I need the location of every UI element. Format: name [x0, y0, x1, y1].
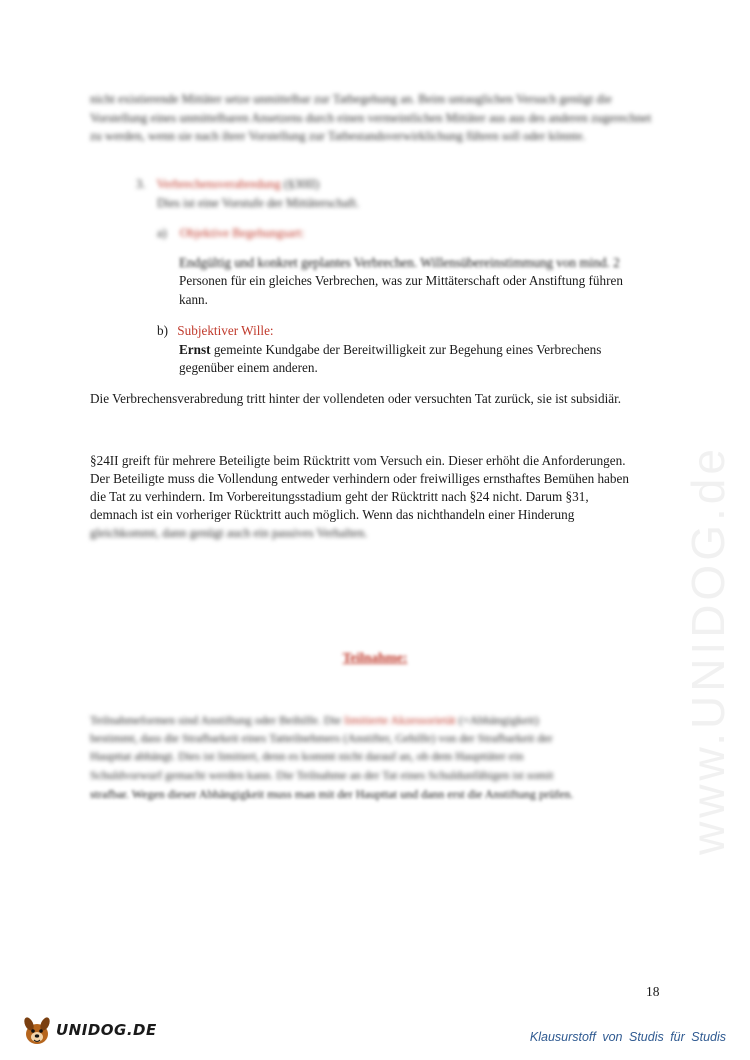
teilnahme-line1 [90, 711, 539, 730]
teilnahme-line1-red: limitierte Akzessorietät [344, 713, 456, 727]
page-number: 18 [646, 984, 660, 999]
ruecktritt-line4: demnach ist ein vorheriger Rücktritt auch möglich. Wenn das nichthandeln einer Hinderung [90, 507, 575, 522]
sub-a-title: Objektive Begehungsart: [179, 226, 305, 240]
ruecktritt-line5: gleichkommt, dann genügt auch ein passives Verhalten. [90, 526, 368, 540]
ruecktritt-line2: Der Beteiligte muss die Vollendung entweder verhindern oder freiwilliges ernsthaftes Bemühen haben [90, 471, 629, 486]
sub-a-marker: a) [157, 226, 167, 240]
ruecktritt-line1: §24II greift für mehrere Beteiligte beim Rücktritt vom Versuch ein. Dieser erhöht die Anforderungen. [90, 453, 626, 468]
sub-b-line2: gegenüber einem anderen. [179, 360, 318, 375]
sub-b-title: Subjektiver Wille: [177, 323, 274, 338]
section3-number: 3. [136, 177, 146, 191]
teilnahme-line3: Haupttat abhängt. Dies ist limitiert, denn es kommt nicht darauf an, ob dem Haupttäter ein [90, 749, 524, 763]
sub-b-line1-rest: gemeinte Kundgabe der Bereitwilligkeit zur Begehung eines Verbrechens [210, 342, 602, 357]
teilnahme-line4: Schuldvorwurf gemacht werden kann. Die Teilnahme an der Tat eines Schuldunfähigen ist somit [90, 768, 554, 782]
sub-b-bold-word: Ernst [179, 342, 211, 357]
sub-a-line3: kann. [179, 292, 208, 307]
section3-ref: (§30II) [283, 177, 320, 191]
sub-a-line2: Personen für ein gleiches Verbrechen, was zur Mittäterschaft oder Anstiftung führen [179, 273, 623, 288]
sub-b-heading [157, 321, 274, 340]
teilnahme-line2: bestimmt, dass die Strafbarkeit eines Tatteilnehmers (Anstifter, Gehilfe) von der Strafbarkeit der [90, 731, 553, 745]
sub-b-marker: b) [157, 323, 168, 338]
teilnahme-heading: Teilnahme: [342, 650, 408, 665]
teilnahme-line1-b: (=Abhängigkeit) [455, 713, 539, 727]
sub-a-heading [157, 224, 304, 243]
logo-text: UNIDOG.DE [56, 1021, 157, 1039]
watermark: www.UNIDOG.de [682, 445, 734, 855]
dog-logo-icon [20, 1012, 54, 1048]
teilnahme-line5: strafbar. Wegen dieser Abhängigkeit muss man mit der Haupttat und dann erst die Anstiftung prüfen. [90, 787, 574, 801]
teilnahme-line1-a: Teilnahmeformen sind Anstiftung oder Beihilfe. Die [90, 713, 345, 727]
section3-heading [136, 175, 319, 194]
footer-tagline: Klausurstoff von Studis für Studis [529, 1030, 726, 1044]
section3-subtitle: Dies ist eine Vorstufe der Mittäterschaft. [157, 196, 360, 210]
footer-logo[interactable] [20, 1012, 170, 1048]
sub-b-line1 [179, 340, 601, 359]
intro-paragraph: nicht existierende Mittäter setze unmittelbar zur Tatbegehung an. Beim untauglichen Versuch genügt die Vorstellung eines unmittelbaren Ansetzens durch einen vermeintlichen Mittäter aus aus des anderen zugerechnet zu werden, wenn sie nach ihrer Vorstellung zur Tatbestandsverwirklichung führen soll oder könnte. [90, 92, 652, 143]
sub-a-line1: Endgültig und konkret geplantes Verbrechen. Willensübereinstimmung von mind. 2 [179, 255, 620, 270]
section3-title: Verbrechensverabredung [156, 177, 281, 191]
ruecktritt-line3: die Tat zu verhindern. Im Vorbereitungsstadium geht der Rücktritt nach §24 nicht. Darum §31, [90, 489, 589, 504]
summary-line: Die Verbrechensverabredung tritt hinter der vollendeten oder versuchten Tat zurück, sie ist subsidiär. [90, 391, 622, 406]
